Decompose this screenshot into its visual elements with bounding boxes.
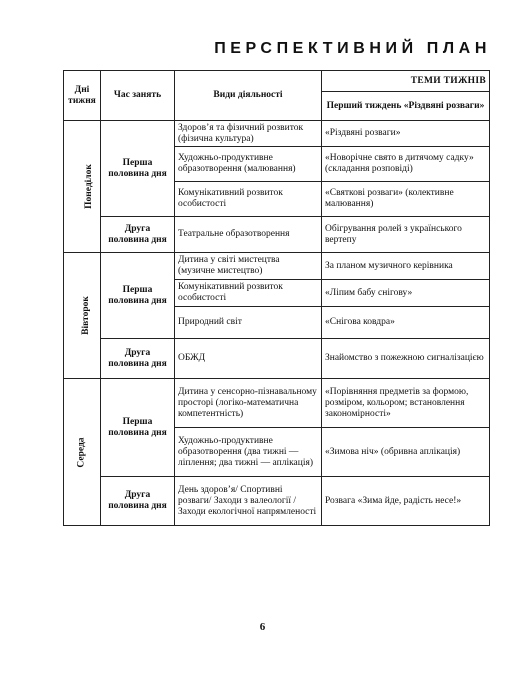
half-day-label: Перша половина дня bbox=[101, 379, 175, 477]
theme-cell: За планом музичного керівника bbox=[322, 253, 490, 280]
activity-cell: Художньо-продуктивне образотворення (два тижні — ліплення; два тижні — аплікація) bbox=[175, 428, 322, 477]
theme-cell: «Ліпим бабу снігову» bbox=[322, 280, 490, 307]
activity-cell: Природний світ bbox=[175, 307, 322, 339]
theme-cell: «Святкові розваги» (колективне малювання) bbox=[322, 182, 490, 217]
table-row bbox=[64, 477, 490, 526]
theme-cell: «Різдвяні розваги» bbox=[322, 121, 490, 147]
theme-cell: Обігрування ролей з українського вертепу bbox=[322, 217, 490, 253]
header-themes: ТЕМИ ТИЖНІВ bbox=[322, 71, 490, 92]
half-day-label: Перша половина дня bbox=[101, 121, 175, 217]
header-activities: Види діяльності bbox=[175, 71, 322, 121]
day-label: Понеділок bbox=[83, 164, 94, 209]
table-row bbox=[64, 253, 490, 280]
day-cell bbox=[64, 379, 101, 526]
page-title: ПЕРСПЕКТИВНИЙ ПЛАН bbox=[214, 40, 491, 57]
perspective-plan-table bbox=[63, 70, 490, 526]
half-day-label: Друга половина дня bbox=[101, 339, 175, 379]
theme-cell: «Зимова ніч» (обривна аплікація) bbox=[322, 428, 490, 477]
activity-cell: Дитина у сенсорно-пізнавальному просторі (логіко-математична компетентність) bbox=[175, 379, 322, 428]
theme-cell: «Порівняння предметів за формою, розміром, кольором; встановлення закономірності» bbox=[322, 379, 490, 428]
week-title: Перший тиждень «Різдвяні розваги» bbox=[322, 92, 490, 121]
activity-cell: День здоров’я/ Спортивні розваги/ Заходи з валеології /Заходи екологічної напрямленості bbox=[175, 477, 322, 526]
theme-cell: Знайомство з пожежною сигналізацією bbox=[322, 339, 490, 379]
day-label: Вівторок bbox=[80, 296, 91, 335]
activity-cell: Художньо-продуктивне образотворення (малювання) bbox=[175, 147, 322, 182]
theme-cell: Розвага «Зима йде, радість несе!» bbox=[322, 477, 490, 526]
header-time: Час занять bbox=[101, 71, 175, 121]
half-day-label: Перша половина дня bbox=[101, 253, 175, 339]
activity-cell: ОБЖД bbox=[175, 339, 322, 379]
day-cell bbox=[64, 253, 101, 379]
activity-cell: Здоров’я та фізичний розвиток (фізична культура) bbox=[175, 121, 322, 147]
theme-cell: «Снігова ковдра» bbox=[322, 307, 490, 339]
activity-cell: Комунікативний розвиток особистості bbox=[175, 182, 322, 217]
half-day-label: Друга половина дня bbox=[101, 477, 175, 526]
activity-cell: Дитина у світі мистецтва (музичне мистецтво) bbox=[175, 253, 322, 280]
table-row bbox=[64, 379, 490, 428]
table-row bbox=[64, 339, 490, 379]
day-cell bbox=[64, 121, 101, 253]
table-row bbox=[64, 217, 490, 253]
activity-cell: Комунікативний розвиток особистості bbox=[175, 280, 322, 307]
table-row bbox=[64, 121, 490, 147]
table-header-row bbox=[64, 71, 490, 92]
half-day-label: Друга половина дня bbox=[101, 217, 175, 253]
theme-cell: «Новорічне свято в дитячому садку» (складання розповіді) bbox=[322, 147, 490, 182]
activity-cell: Театральне образотворення bbox=[175, 217, 322, 253]
page-number: 6 bbox=[259, 621, 266, 633]
header-days: Дні тижня bbox=[64, 71, 101, 121]
day-label: Середа bbox=[76, 436, 87, 468]
